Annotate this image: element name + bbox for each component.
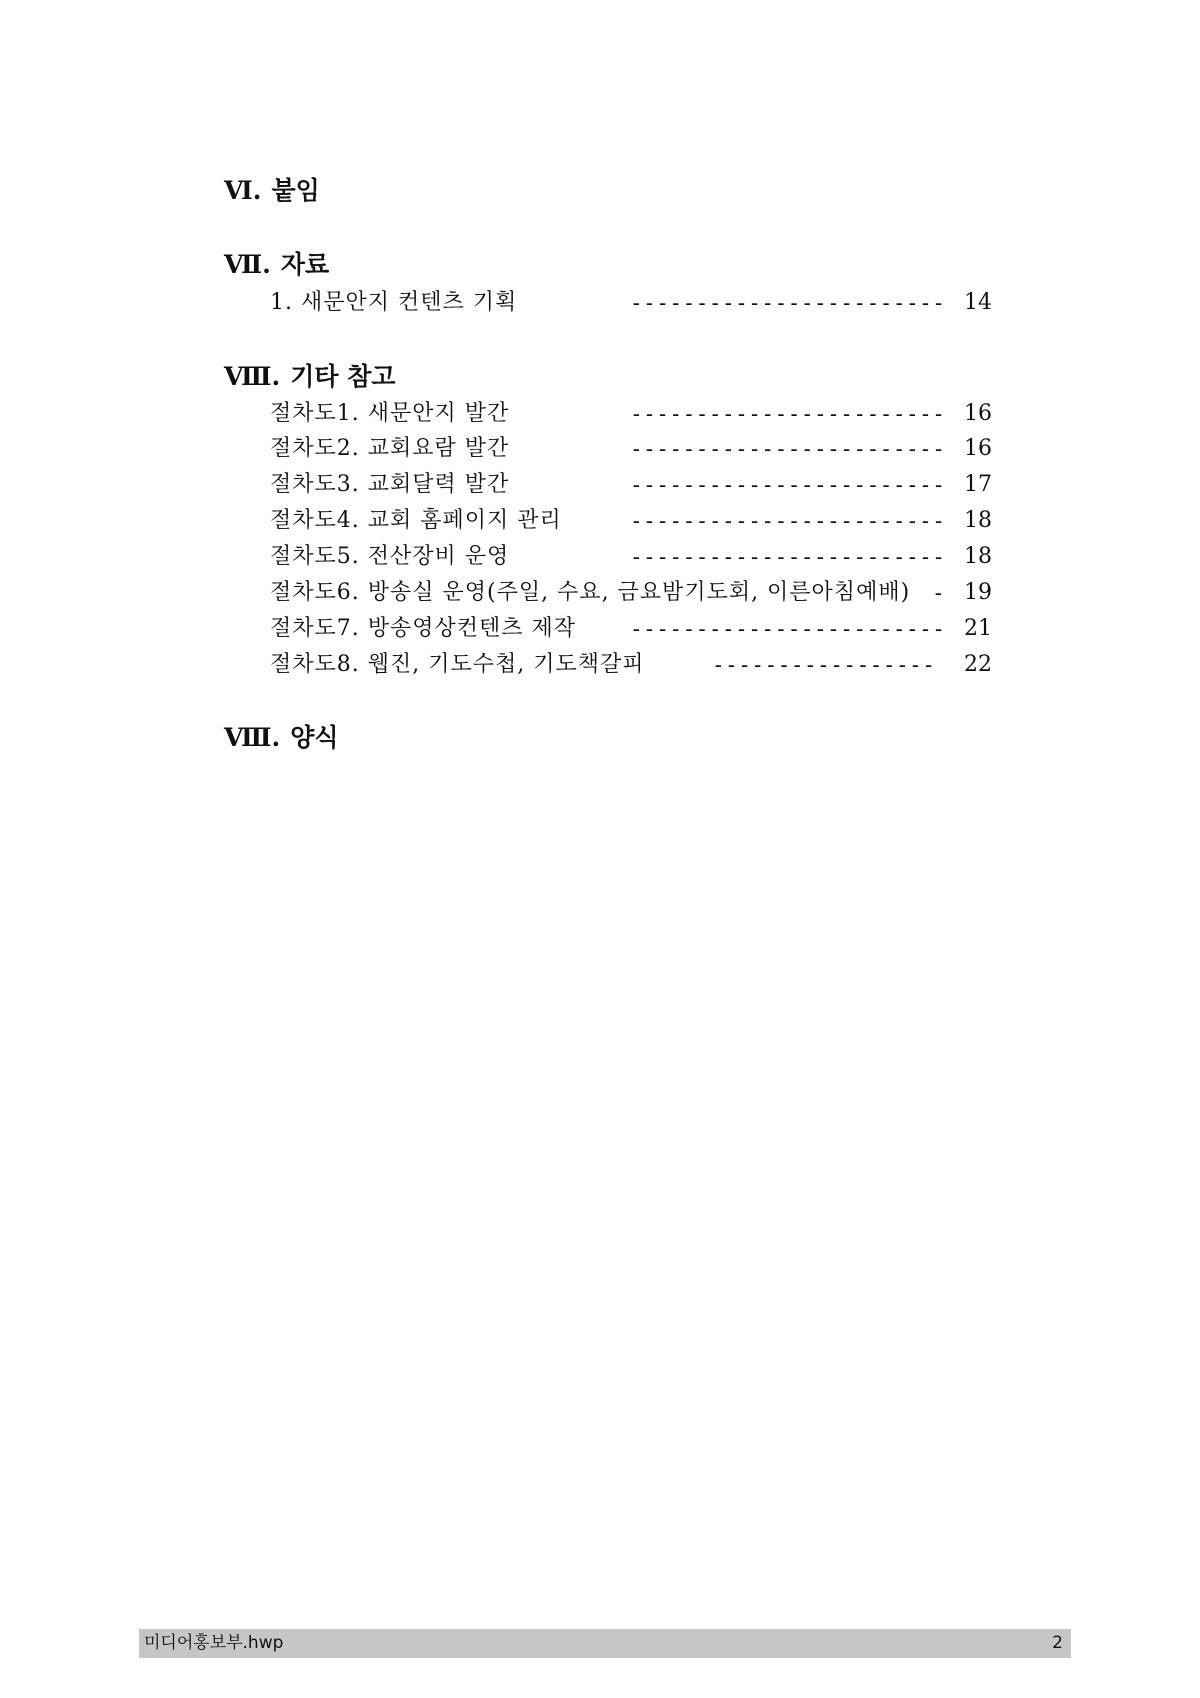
toc-entry [270,612,990,646]
toc-entry [270,468,990,502]
toc-leader: ------------------------ [630,291,946,315]
toc-entry-label: 1. 새문안지 컨텐츠 기획 [270,290,518,315]
section-number: Ⅷ. [224,723,281,752]
toc-leader: ------------------------ [630,437,946,461]
toc-page-number: 21 [964,616,992,641]
toc-page-number: 17 [964,472,992,497]
page-footer [139,1629,1071,1658]
section-heading-forms [224,723,339,753]
section-heading-materials [224,250,329,280]
toc-entry [270,504,990,538]
toc-entry-label: 절차도2. 교회요람 발간 [270,436,510,461]
toc-entry-label: 절차도7. 방송영상컨텐츠 제작 [270,616,577,641]
toc-leader: ------------------------ [630,402,946,426]
toc-entry [270,432,990,466]
footer-filename: 미디어홍보부.hwp [144,1633,284,1653]
section-number: Ⅵ. [224,176,262,205]
toc-page-number: 19 [964,580,992,605]
toc-leader: - [932,581,946,605]
toc-page-number: 18 [964,544,992,569]
toc-leader: ------------------------ [630,473,946,497]
toc-entry-label: 절차도1. 새문안지 발간 [270,401,510,426]
toc-entry [270,576,990,610]
toc-leader: ------------------------ [630,617,946,641]
section-number: Ⅶ. [224,250,271,279]
toc-entry-label: 절차도5. 전산장비 운영 [270,544,510,569]
section-title: 붙임 [271,176,320,205]
toc-entry-label: 절차도6. 방송실 운영(주일, 수요, 금요밤기도회, 이른아침예배) [270,580,911,605]
section-title: 기타 참고 [290,362,396,391]
toc-page-number: 16 [964,401,992,426]
toc-entry [270,397,990,431]
footer-page-number: 2 [1052,1633,1063,1653]
section-heading-attachments [224,176,320,206]
section-title: 자료 [280,250,330,279]
section-title: 양식 [290,723,339,752]
toc-leader: ------------------------ [630,545,946,569]
toc-page-number: 16 [964,436,992,461]
toc-entry [270,540,990,574]
toc-entry [270,286,990,320]
toc-page-number: 18 [964,508,992,533]
toc-entry-label: 절차도3. 교회달력 발간 [270,472,510,497]
toc-page-number: 22 [964,652,992,677]
section-heading-other-references [224,362,396,392]
toc-entry-label: 절차도8. 웹진, 기도수첩, 기도책갈피 [270,652,645,677]
toc-entry-label: 절차도4. 교회 홈페이지 관리 [270,508,562,533]
section-number: Ⅷ. [224,362,281,391]
toc-leader: ----------------- [712,653,936,677]
toc-leader: ------------------------ [630,509,946,533]
toc-entry [270,648,990,682]
toc-page-number: 14 [964,290,992,315]
